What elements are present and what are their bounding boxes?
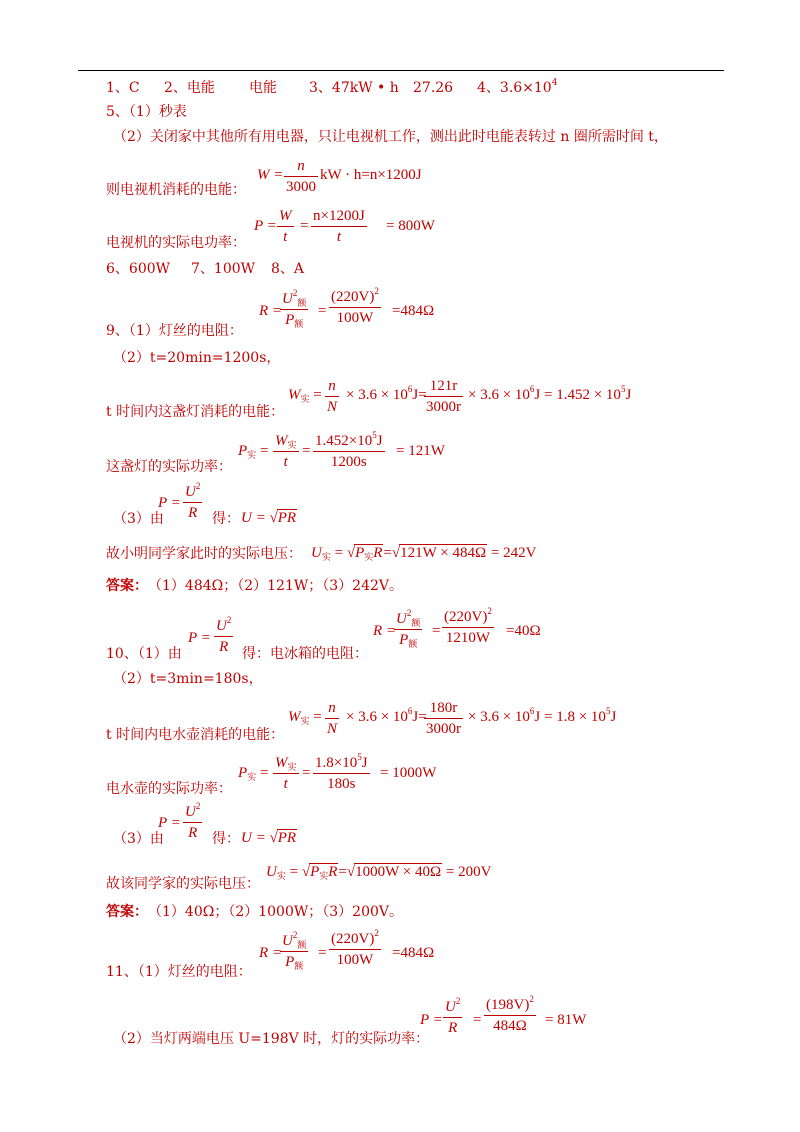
q10-answer-label: 答案： — [106, 904, 148, 920]
q9-w-frac1: $\frac{n}{N}$ — [327, 378, 338, 415]
q9-t-line: （2）t=20min=1200s， — [113, 350, 281, 366]
q9-u-label: （3）由 — [113, 511, 164, 527]
q9-w-result: × $3.6 \times 10^6J = 1.452 \times 10^5J$ — [468, 384, 632, 403]
answer-8: 8、A — [271, 261, 305, 277]
q9-r-result: =484Ω — [392, 303, 435, 319]
q11-r-frac1: $U^2_额$ $P_额$ — [282, 930, 307, 971]
q10-u-formula: U = √PR — [241, 830, 297, 846]
q10-u-frac: $\frac{U^2}{R}$ — [185, 801, 201, 841]
q5-title: 5、（1）秒表 — [106, 104, 187, 120]
q10-w-label: t 时间内电水壶消耗的电能： — [106, 727, 285, 743]
q10-t-line: （2）t=3min=180s， — [113, 671, 263, 687]
q11-r-frac2: $\frac{(220V)^2}{100W}$ — [331, 928, 379, 968]
q5-w-fraction: $\frac{n}{3000}$ — [286, 158, 316, 195]
q9-p-frac2: $\frac{1.452\times 10^5J}{1200s}$ — [315, 430, 383, 470]
answer-1: 1、C — [106, 80, 140, 96]
q5-w-label: 则电视机消耗的电能： — [106, 182, 246, 198]
q5-p-result: = 800W — [386, 218, 435, 234]
q9-u-formula: U = √PR — [241, 510, 297, 526]
q10-p-frac2: $\frac{1.8\times 10^5J}{180s}$ — [315, 752, 368, 792]
q10-w-result: × $3.6 \times 10^6J = 1.8 \times 10^5J$ — [468, 706, 617, 725]
q5-step2: （2）关闭家中其他所有用电器，只让电视机工作，测出此时电能表转过 n 圈所需时间 t， — [113, 129, 668, 145]
q10-w-frac1: $\frac{n}{N}$ — [327, 700, 338, 737]
q11-p-result: = 81W — [545, 1012, 587, 1028]
q10-v-formula: $U_实 = √P_实R=√1000W \times 40\Omega = 200V$ — [266, 864, 492, 881]
top-rule — [78, 70, 724, 71]
q9-w-label: t 时间内这盏灯消耗的电能： — [106, 404, 285, 420]
q9-r-frac1: $U^2_额$ $P_额$ — [282, 288, 307, 329]
q5-w-rest: kW · h=n×1200J — [320, 167, 422, 183]
answer-3: 3、47kW • h — [309, 80, 399, 96]
q10-p-frac1: $W_实$ t — [275, 755, 297, 792]
q10-p-result: = 1000W — [380, 765, 437, 781]
q11-r-result: =484Ω — [392, 945, 435, 961]
q11-p-frac2: $\frac{(198V)^2}{484\Omega}$ — [486, 994, 534, 1034]
answer-4: 4、$3.6\times 10^4$ — [477, 78, 558, 96]
q5-p-label: 电视机的实际电功率： — [106, 235, 246, 251]
q5-p-frac2: $\frac{n\times 1200J}{t}$ — [313, 208, 365, 245]
q10-p-label: 电水壶的实际功率： — [106, 781, 232, 797]
q9-p-frac1: $W_实$ t — [275, 433, 297, 470]
q9-v-formula: $U_实 = √P_实R=√121W \times 484\Omega = 242V$ — [311, 545, 537, 562]
q9-p-label: 这盏灯的实际功率： — [106, 459, 232, 475]
q11-p-label: （2）当灯两端电压 U=198V 时，灯的实际功率： — [113, 1031, 430, 1047]
answer-7: 7、100W — [191, 261, 256, 277]
q9-w-frac2: $\frac{121r}{3000r}$ — [426, 378, 461, 415]
answer-6: 6、600W — [106, 261, 171, 277]
q10-r-frac1: $U^2_额$ $P_额$ — [396, 608, 421, 649]
q10-r-label: 10、（1）由 — [106, 646, 182, 662]
q5-p-frac1: $\frac{W}{t}$ — [279, 208, 292, 245]
q10-v-label: 故该同学家的实际电压： — [106, 876, 260, 892]
answer-2: 2、电能 — [164, 80, 215, 96]
q9-r-frac2: $\frac{(220V)^2}{100W}$ — [331, 286, 379, 326]
q9-r-label: 9、（1）灯丝的电阻： — [106, 323, 243, 339]
q10-r-frac2: $\frac{(220V)^2}{1210W}$ — [444, 606, 492, 646]
q10-w-frac2: $\frac{180r}{3000r}$ — [426, 700, 461, 737]
q9-u-frac: $\frac{U^2}{R}$ — [185, 481, 201, 521]
q9-answer-label: 答案： — [106, 578, 148, 594]
q10-r-frac-formula: $\frac{U^2}{R}$ — [216, 615, 232, 655]
q10-u-label: （3）由 — [113, 831, 164, 847]
answer-3b: 27.26 — [413, 80, 454, 96]
q10-r-result: =40Ω — [506, 623, 541, 639]
q9-p-result: = 121W — [396, 443, 445, 459]
answer-2b: 电能 — [249, 80, 277, 96]
q11-r-label: 11、（1）灯丝的电阻： — [106, 964, 252, 980]
q11-p-frac1: $\frac{U^2}{R}$ — [445, 996, 461, 1036]
q10-answer-text: （1）40Ω；（2）1000W；（3）200V。 — [148, 904, 403, 920]
q9-v-label: 故小明同学家此时的实际电压： — [106, 546, 302, 562]
q9-answer-text: （1）484Ω；（2）121W；（3）242V。 — [148, 578, 403, 594]
